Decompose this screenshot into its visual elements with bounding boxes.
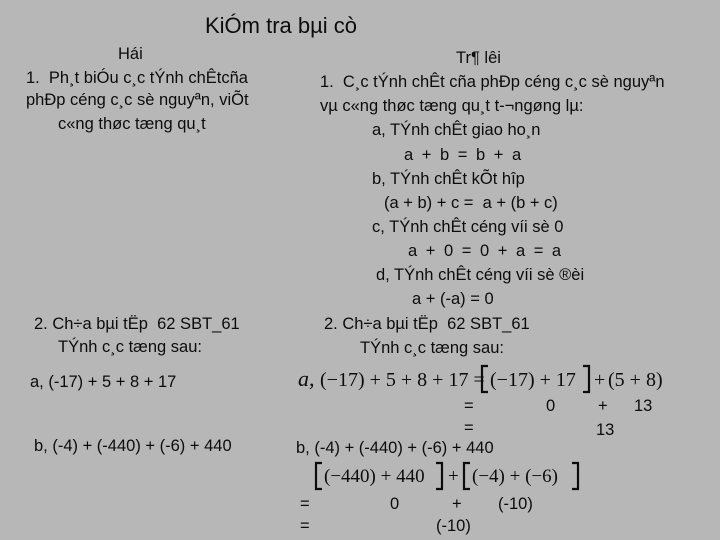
- solution-b-neg10-second: (-10): [436, 517, 471, 535]
- solution-a-plus: +: [594, 369, 606, 391]
- answer-heading: Tr¶ lêi: [456, 49, 501, 67]
- property-add-zero: c, TÝnh chÊt céng víi sè 0: [372, 218, 564, 236]
- exercise-a: a, (-17) + 5 + 8 + 17: [30, 373, 177, 391]
- formula-opposite: a + (-a) = 0: [412, 290, 494, 308]
- property-commutative: a, TÝnh chÊt giao ho¸n: [372, 121, 541, 139]
- solution-a-prefix: a,: [298, 366, 315, 391]
- answer-1-line-1: 1. C¸c tÝnh chÊt cña phÐp céng c¸c sè nguyªn: [320, 73, 665, 91]
- left-square-bracket: [316, 463, 322, 489]
- formula-associative: (a + b) + c = a + (b + c): [384, 194, 558, 212]
- solution-b-plus-2: +: [452, 495, 462, 513]
- solution-a-paren-content: (5 + 8): [608, 369, 663, 391]
- answer-1-line-2: vµ c«ng thøc tæng qu¸t t-¬ngøng lµ:: [320, 97, 584, 115]
- exercise-b: b, (-4) + (-440) + (-6) + 440: [34, 437, 232, 455]
- question-1-line-2: phÐp céng c¸c sè nguyªn, viÕt: [26, 91, 249, 109]
- question-2-line-1: 2. Ch÷a bµi tËp 62 SBT_61: [34, 315, 240, 333]
- question-1-line-3: c«ng thøc tæng qu¸t: [58, 115, 206, 133]
- solution-b-zero: 0: [390, 495, 400, 513]
- left-square-bracket-2: [464, 463, 470, 489]
- left-square-bracket: [482, 366, 488, 392]
- property-opposite: d, TÝnh chÊt céng víi sè ®èi: [376, 266, 585, 284]
- solution-b-bracket-2: (−4) + (−6): [472, 466, 558, 487]
- right-square-bracket-2: [572, 463, 578, 489]
- solution-a-bracket-content: (−17) + 17: [490, 369, 576, 391]
- answer-2-line-2: TÝnh c¸c tæng sau:: [360, 339, 504, 357]
- question-heading: Hái: [118, 45, 143, 63]
- solution-a-13-first: 13: [634, 397, 653, 415]
- solution-a-13-second: 13: [596, 421, 615, 439]
- question-1-line-1: 1. Ph¸t biÓu c¸c tÝnh chÊtcña: [26, 69, 248, 87]
- solution-a-plus-2: +: [598, 397, 608, 415]
- solution-a-zero: 0: [546, 397, 556, 415]
- solution-b-equals-1: =: [300, 495, 310, 513]
- property-associative: b, TÝnh chÊt kÕt hîp: [372, 170, 525, 188]
- solution-a-lhs: (−17) + 5 + 8 + 17 =: [320, 369, 485, 391]
- formula-commutative: a + b = b + a: [404, 146, 524, 164]
- right-square-bracket: [583, 366, 589, 392]
- solution-a-equals-2: =: [464, 419, 474, 437]
- solution-b-neg10-first: (-10): [498, 495, 533, 513]
- page-title: KiÓm tra bµi cò: [205, 13, 358, 38]
- right-square-bracket: [436, 463, 442, 489]
- solution-a-equals-1: =: [464, 397, 474, 415]
- solution-b-line: b, (-4) + (-440) + (-6) + 440: [296, 439, 494, 457]
- solution-b-bracket-1: (−440) + 440: [324, 466, 425, 487]
- solution-b-plus: +: [448, 466, 459, 487]
- question-2-line-2: TÝnh c¸c tæng sau:: [58, 338, 202, 356]
- answer-2-line-1: 2. Ch÷a bµi tËp 62 SBT_61: [324, 315, 530, 333]
- solution-b-formula: [312, 460, 632, 492]
- solution-b-equals-2: =: [300, 517, 310, 535]
- solution-a-formula: [296, 362, 666, 396]
- formula-add-zero: a + 0 = 0 + a = a: [408, 242, 564, 260]
